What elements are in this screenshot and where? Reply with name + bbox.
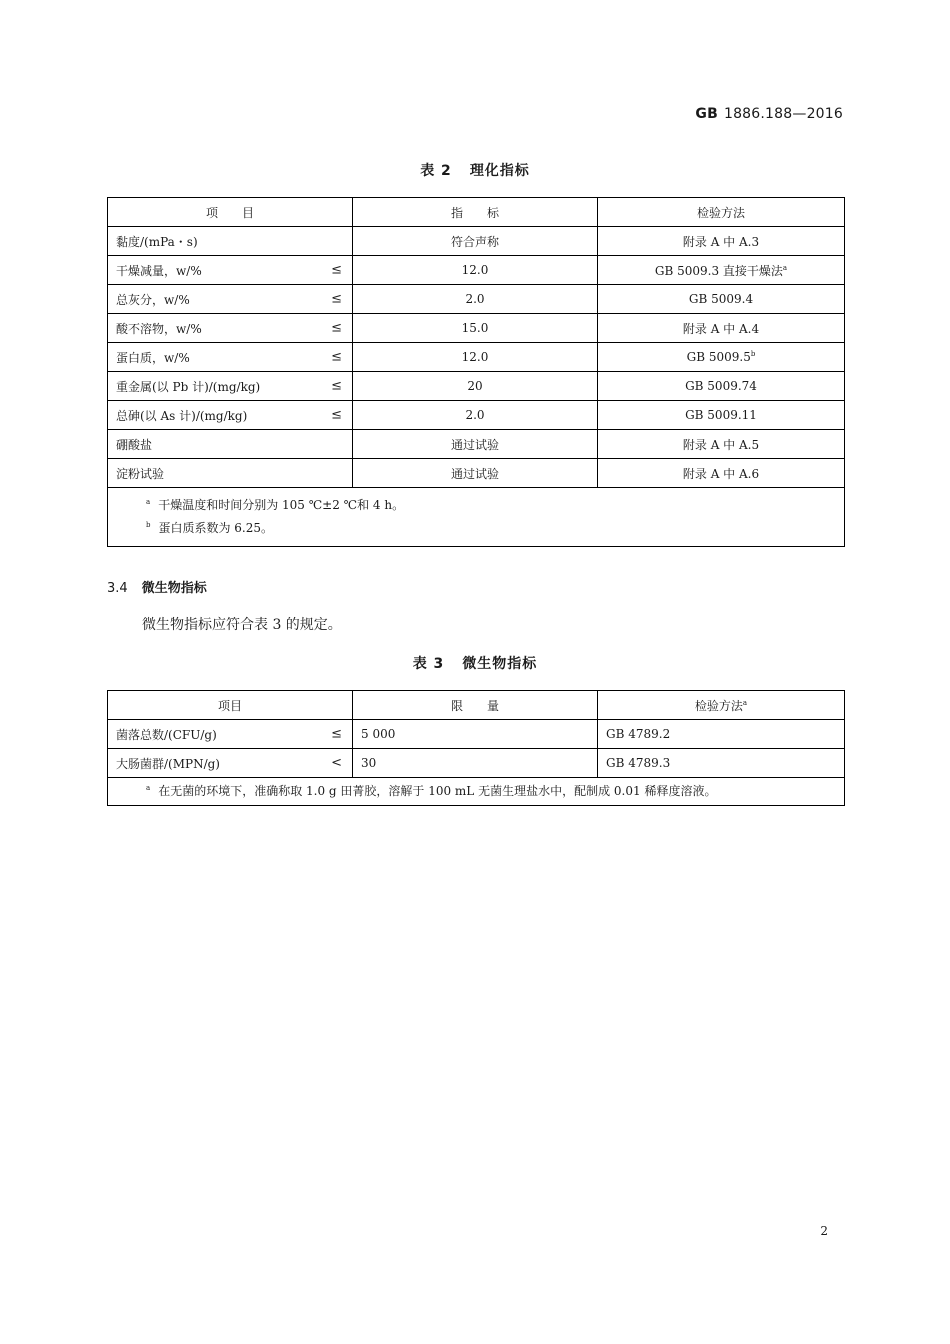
value-cell: [353, 430, 598, 459]
table2-footnote-row: [108, 488, 845, 547]
item-cell: [108, 256, 353, 285]
table3-header-limit: 限 量: [353, 691, 598, 720]
footnote-text: 干燥温度和时间分别为 105 ℃±2 ℃和 4 h。: [158, 498, 405, 512]
item-cell-text: 总灰分，w/%: [116, 292, 190, 307]
limit-cell-text: 30: [361, 756, 377, 770]
item-cell-text: 总砷(以 As 计)/(mg/kg): [116, 408, 248, 423]
table-row: [108, 401, 845, 430]
section-number: 3.4: [107, 581, 128, 596]
footnote-text: 在无菌的环境下，准确称取 1.0 g 田菁胶，溶解于 100 mL 无菌生理盐水中，配制成 0.01 稀释度溶液。: [158, 784, 717, 798]
method-cell: [598, 372, 845, 401]
value-cell-text: 符合声称: [450, 234, 499, 249]
table2-header-method: 检验方法: [598, 198, 845, 227]
table-row: [108, 430, 845, 459]
comparison-operator: <: [331, 755, 342, 771]
standard-code: GB: [695, 106, 718, 122]
value-cell-text: 通过试验: [450, 437, 499, 452]
table3-body: [108, 720, 845, 778]
table3-footnotes: [108, 778, 845, 806]
limit-cell-text: 5 000: [361, 727, 396, 741]
table2-footnote-a: [146, 494, 834, 517]
comparison-operator: ≤: [331, 726, 342, 742]
value-cell: [353, 401, 598, 430]
method-cell: [598, 459, 845, 488]
item-cell: [108, 285, 353, 314]
table2-body: [108, 227, 845, 488]
comparison-operator: ≤: [331, 291, 342, 307]
item-cell: [108, 430, 353, 459]
item-cell: [108, 401, 353, 430]
item-cell-text: 菌落总数/(CFU/g): [116, 727, 217, 742]
table2-footnote-b: [146, 517, 834, 540]
table3-caption-number: 表 3: [412, 656, 445, 672]
method-cell-text: 附录 A 中 A.4: [682, 321, 760, 336]
comparison-operator: ≤: [331, 407, 342, 423]
header-text: 检验方法: [694, 698, 743, 713]
method-cell: [598, 343, 845, 372]
table-row: [108, 749, 845, 778]
table-row: [108, 227, 845, 256]
value-cell: [353, 227, 598, 256]
comparison-operator: ≤: [331, 262, 342, 278]
comparison-operator: ≤: [331, 378, 342, 394]
table2-footnotes: [108, 488, 845, 547]
item-cell-text: 淀粉试验: [116, 466, 165, 481]
method-cell-text: GB 5009.11: [685, 408, 757, 422]
method-cell-text: GB 5009.4: [688, 292, 754, 306]
item-cell-text: 酸不溶物，w/%: [116, 321, 202, 336]
table-row: [108, 256, 845, 285]
item-cell: [108, 372, 353, 401]
item-cell: [108, 749, 353, 778]
item-cell: [108, 314, 353, 343]
standard-number: 1886.188—2016: [723, 106, 843, 122]
table2-caption-number: 表 2: [420, 163, 452, 179]
value-cell-text: 15.0: [461, 321, 489, 335]
item-cell-text: 大肠菌群/(MPN/g): [116, 756, 220, 771]
value-cell: [353, 256, 598, 285]
standard-header: [695, 106, 843, 122]
table-row: [108, 314, 845, 343]
table3-header-item: 项目: [108, 691, 353, 720]
table-row: [108, 459, 845, 488]
method-cell-text: 附录 A 中 A.6: [682, 466, 760, 481]
table-row: [108, 372, 845, 401]
item-cell-text: 蛋白质，w/%: [116, 350, 190, 365]
value-cell-text: 20: [467, 379, 483, 393]
method-cell: [598, 401, 845, 430]
footnote-text: 蛋白质系数为 6.25。: [158, 521, 274, 535]
value-cell-text: 12.0: [461, 263, 489, 277]
item-cell-text: 重金属(以 Pb 计)/(mg/kg): [116, 379, 261, 394]
table-row: [108, 343, 845, 372]
value-cell-text: 2.0: [465, 408, 485, 422]
footnote-mark: a: [742, 698, 748, 707]
item-cell: [108, 343, 353, 372]
value-cell: [353, 459, 598, 488]
method-cell-text: GB 4789.3: [606, 756, 671, 770]
method-cell: [598, 227, 845, 256]
section-title: 微生物指标: [141, 581, 207, 596]
method-cell: [598, 256, 845, 285]
value-cell-text: 2.0: [465, 292, 485, 306]
comparison-operator: ≤: [331, 349, 342, 365]
item-cell-text: 干燥减量，w/%: [116, 263, 202, 278]
body-paragraph: 微生物指标应符合表 3 的规定。: [142, 617, 342, 633]
value-cell-text: 12.0: [461, 350, 489, 364]
table3-caption-title: 微生物指标: [462, 656, 538, 672]
footnote-mark: b: [750, 350, 756, 358]
section-heading: [107, 577, 207, 596]
item-cell-text: 硼酸盐: [116, 437, 153, 452]
method-cell-text: GB 5009.74: [685, 379, 757, 393]
footnote-mark: a: [146, 784, 151, 792]
table3-caption: [0, 653, 950, 673]
table2-physicochemical: [107, 197, 845, 547]
table2-header-item: 项 目: [108, 198, 353, 227]
footnote-mark: a: [782, 263, 788, 272]
method-cell: [598, 285, 845, 314]
value-cell: [353, 343, 598, 372]
table3-footnote-row: [108, 778, 845, 806]
item-cell: [108, 720, 353, 749]
table-row: [108, 720, 845, 749]
limit-cell: [353, 749, 598, 778]
method-cell-text: GB 5009.5: [686, 350, 751, 364]
item-cell: [108, 227, 353, 256]
item-cell-text: 黏度/(mPa・s): [116, 234, 198, 249]
method-cell-text: 附录 A 中 A.3: [682, 234, 760, 249]
value-cell: [353, 372, 598, 401]
value-cell: [353, 314, 598, 343]
method-cell-text: GB 4789.2: [606, 727, 671, 741]
method-cell: [598, 720, 845, 749]
table3-header-row: [108, 691, 845, 720]
method-cell-text: 附录 A 中 A.5: [682, 437, 760, 452]
value-cell-text: 通过试验: [450, 466, 499, 481]
table2-caption: [0, 160, 950, 180]
footnote-mark: a: [146, 498, 151, 506]
footnote-mark: b: [146, 521, 151, 529]
method-cell: [598, 749, 845, 778]
method-cell-text: GB 5009.3 直接干燥法: [654, 263, 783, 278]
item-cell: [108, 459, 353, 488]
value-cell: [353, 285, 598, 314]
table2-caption-title: 理化指标: [469, 163, 530, 179]
table2-header-value: 指 标: [353, 198, 598, 227]
limit-cell: [353, 720, 598, 749]
table3-footnote-a: [146, 780, 834, 803]
method-cell: [598, 314, 845, 343]
table3-microbial: [107, 690, 845, 806]
page-number: 2: [820, 1224, 828, 1238]
table-row: [108, 285, 845, 314]
table3-header-method: [598, 691, 845, 720]
comparison-operator: ≤: [331, 320, 342, 336]
method-cell: [598, 430, 845, 459]
table2-header-row: [108, 198, 845, 227]
